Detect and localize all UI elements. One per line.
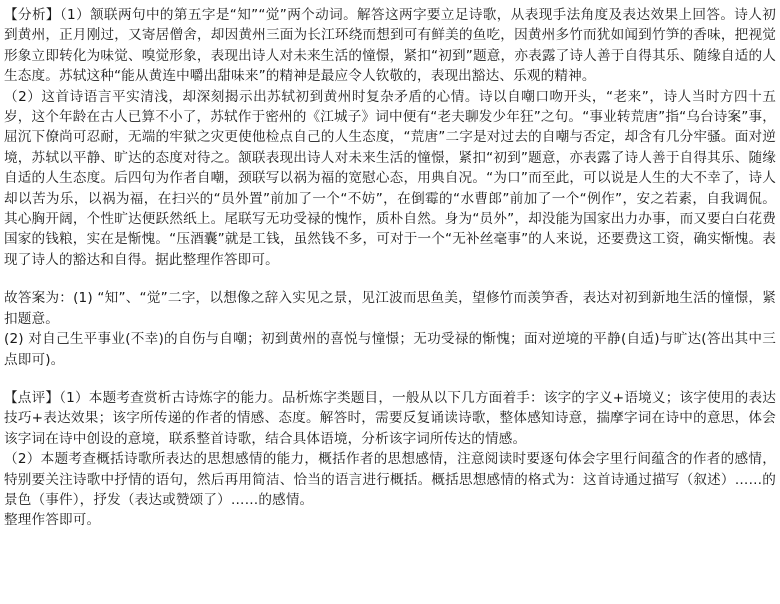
analysis-paragraph-1: 【分析】（1）颔联两句中的第五字是“知”“觉”两个动词。解答这两字要立足诗歌，从表现手法角度及表达效果上回答。诗人初到黄州，正月刚过，又寄居僧舍，却因黄州三面为长江环绕而想到可有鲜美的鱼吃，因黄州多竹而犹如闻到竹笋的香味，把视觉形象立即转化为味觉、嗅觉形象，表现出诗人对未来生活的憧憬，紧扣“初到”题意，亦表露了诗人善于自得其乐、随缘自适的人生态度。苏轼这种“能从黄连中嚼出甜味来”的精神是最应令人钦敬的，表现出豁达、乐观的精神。: [4, 7, 776, 85]
section-spacer: [4, 270, 776, 288]
analysis-paragraph-2: （2）这首诗语言平实清浅，却深刻揭示出苏轼初到黄州时复杂矛盾的心情。诗以自嘲口吻开头，“老来”，诗人当时方四十五岁，这个年龄在古人已算不小了，苏轼作于密州的《江城子》词中便有“老夫聊发少年狂”之句。“事业转荒唐”指“乌台诗案”事，屈沉下僚尚可忍耐，无端的牢狱之灾更使他检点自己的人生态度，“荒唐”二字是对过去的自嘲与否定，却含有几分牢骚。面对逆境，苏轼以平静、旷达的态度对待之。颔联表现出诗人对未来生活的憧憬，紧扣“初到”题意，亦表露了诗人善于自得其乐、随缘自适的人生态度。后四句为作者自嘲，颈联写以祸为福的宽慰心态，用典自况。“为口”而至此，可以说是人生的大不幸了，诗人却以苦为乐，以祸为福，在扫兴的“员外置”前加了一个“不妨”，在倒霉的“水曹郎”前加了一个“例作”，安之若素，自我调侃。其心胸开阔，个性旷达便跃然纸上。尾联写无功受禄的愧怍，质朴自然。身为“员外”，却没能为国家出力办事，而又要白白花费国家的钱粮，实在是惭愧。“压酒囊”就是工钱，虽然钱不多，可对于一个“无补丝毫事”的人来说，还要费这工资，确实惭愧。表现了诗人的豁达和自得。据此整理作答即可。: [4, 88, 776, 268]
comment-paragraph-1: 【点评】（1）本题考查赏析古诗炼字的能力。品析炼字类题目，一般从以下几方面着手：该字的字义+语境义；该字使用的表达技巧+表达效果；该字所传递的作者的情感、态度。解答时，需要反复诵读诗歌，整体感知诗意，揣摩字词在诗中的意思，体会该字词在诗中创设的意境，联系整首诗歌，结合具体语境，分析该字词所传达的情感。: [4, 389, 776, 447]
comment-section: [4, 388, 776, 531]
analysis-section: [4, 5, 776, 270]
comment-paragraph-3: 整理作答即可。: [4, 512, 101, 529]
comment-paragraph-2: （2）本题考查概括诗歌所表达的思想感情的能力，概括作者的思想感情，注意阅读时要逐句体会字里行间蕴含的作者的感情，特别要关注诗歌中抒情的语句，然后再用简洁、恰当的语言进行概括。概括思想感情的格式为：这首诗通过描写（叙述）……的景色（事件），抒发（表达或赞颂了）……的感情。: [4, 451, 776, 508]
answer-paragraph-1: 故答案为：(1) “知”、“觉”二字，以想像之辞入实见之景，见江波而思鱼美，望修竹而羡笋香，表达对初到新地生活的憧憬，紧扣题意。: [4, 290, 776, 327]
answer-section: [4, 288, 776, 370]
answer-paragraph-2: (2) 对自己生平事业(不幸)的自伤与自嘲；初到黄州的喜悦与憧憬；无功受禄的惭愧；面对逆境的平静(自适)与旷达(答出其中三点即可)。: [4, 331, 776, 368]
section-spacer: [4, 370, 776, 388]
